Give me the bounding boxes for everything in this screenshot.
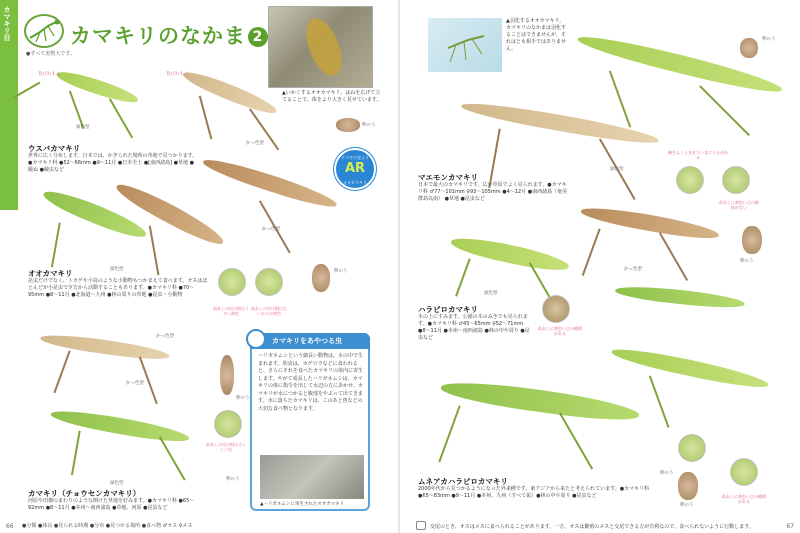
species-text-chosen: 河原や田畑のまわりのような開けた草地を好みます。●カマキリ科 ●65〜92mm ●8〜11月 ●本州〜南西諸島 ●草地、河原 ●昆虫など	[28, 498, 195, 511]
column-photo-caption: ▲ハリガネムシに寄生されたオオカマキリ	[260, 502, 345, 507]
label-green-form-r: 緑色型	[610, 167, 624, 172]
photo-caption: ▲いかくするオオカマキリ。はねを広げて立てることで、体をより大きく見せています。	[282, 90, 382, 103]
circle-label-c: 前あしの付け根はオレンジ色	[206, 442, 246, 452]
column-photo	[260, 455, 364, 499]
mantis-illustration-ookamakiri-flying	[201, 154, 339, 212]
page-title-text: カマキリのなかま	[70, 24, 246, 48]
pencil-icon	[416, 521, 426, 530]
mantis-illustration-green	[55, 67, 140, 107]
egg-case-image-3	[220, 355, 234, 395]
page-title	[70, 20, 268, 50]
title-number-badge: 2	[248, 27, 268, 47]
circle-label-r-b: 前あしに黄色い点の模様がない	[719, 200, 759, 210]
ar-badge-bottom: オオカマキリ	[343, 180, 367, 185]
mantis-illustration-tan	[181, 67, 279, 118]
mantis-illustration-chosen-brown	[40, 331, 171, 363]
legend-footer	[22, 519, 400, 533]
threat-display-photo	[268, 6, 373, 88]
species-text-muneaka: 2000年代から見つかるようになった外来種です。東アジアから来たと考えられています。●カマキリ科 ●65〜83mm ●9〜11月 ●本州、九州（すべて仮）●林の中や周り ●昆虫など	[418, 486, 650, 499]
circle-label-b: 前あしの付け根は広いひらが黄色	[251, 306, 287, 316]
label-brown-form-4: かっ色型	[156, 334, 174, 339]
species-name-usuba: ウスバカマキリ	[28, 144, 81, 153]
mantis-illustration-harabiro-flying	[615, 283, 746, 311]
species-text-maemon: 日本で最大のカマキリです。広い草原でよく見られます。●カマキリ科 ♂77〜101mm ♀93〜105mm ●4〜12月 ●南西諸島（奄美群島以南） ●草地 ●昆虫など	[418, 182, 568, 202]
label-egg-case-2: 卵のう	[334, 269, 348, 274]
mantis-illustration-harabiro-green	[449, 233, 570, 276]
egg-case-image-r3	[678, 472, 698, 500]
column-icon	[246, 329, 266, 349]
mantis-illustration-chosen-green	[50, 406, 191, 446]
foreleg-closeup-b	[255, 268, 283, 296]
foreleg-closeup-r-a	[676, 166, 704, 194]
column-box	[250, 333, 370, 511]
emerging-mantis-photo	[428, 18, 502, 72]
ar-badge-top: スマホで見よう	[341, 155, 369, 160]
foreleg-closeup-c	[214, 410, 242, 438]
circle-label-r-a: 胸をふくらませたいきにらむがある	[668, 150, 728, 160]
circle-label-r-c: 前あしに黄色い点の模様がある	[538, 326, 582, 336]
mantis-illustration-harabiro-brown	[580, 203, 721, 243]
egg-case-image	[336, 118, 360, 132]
foreleg-closeup-r-c	[542, 295, 570, 323]
species-name-muneaka: ムネアカハラビロカマキリ	[418, 477, 508, 486]
species-name-ookamakiri: オオカマキリ	[28, 269, 73, 278]
footer-tip: 交尾のとき、オスはメスに食べられることがあります。一方、オスは繁殖のメスと交尾できる方が有利なので、食べられないように行動します。	[430, 524, 754, 530]
mantis-illustration-muneaka-2	[610, 344, 770, 393]
label-brown-form-r: かっ色型	[624, 267, 642, 272]
label-back-spot-2: 背びれもん	[166, 72, 189, 77]
mantis-illustration-ookamakiri-brown	[113, 178, 227, 250]
species-text-harabiro: 木の上にすみます。公園の木のみきでも見られます。●カマキリ科 ♂45〜65mm ♀52〜71mm ●8〜11月 ●本州〜南西諸島 ●林の中や周り ●昆虫など	[418, 314, 530, 341]
label-egg-case-3: 卵のう	[236, 396, 250, 401]
label-egg-case-r4: 卵のう	[660, 471, 674, 476]
label-brown-form: かっ色型	[246, 141, 264, 146]
label-egg-case-r2: 卵のう	[740, 259, 754, 264]
species-text-usuba: 世界に広く分布します。日本では、かぎられた場所の草地で見つかります。●カマキリ科 ●52〜66mm ●9〜11月 ●日本全土 ●[南西諸島] ●草地 ●競ぬ ●競虫など	[28, 153, 198, 173]
label-brown-form-3: かっ色型	[126, 381, 144, 386]
mantis-title-icon	[24, 14, 64, 48]
ar-badge-mark: AR	[344, 161, 366, 176]
foreleg-closeup-r-d	[678, 434, 706, 462]
foreleg-closeup-r-e	[730, 458, 758, 486]
label-egg-case: 卵のう	[362, 123, 376, 128]
egg-case-image-r2	[742, 226, 762, 254]
label-egg-case-r3: 卵のう	[680, 503, 694, 508]
species-name-chosen: カマキリ（チョウセンカマキリ）	[28, 489, 141, 498]
egg-case-image-r1	[740, 38, 758, 58]
label-egg-case-r1: 卵のう	[762, 37, 776, 42]
legend-footer-text: ●分類 ●体長 ●見られる時期 ●分布 ●見つかる場所 ●食べ物 ♂オス ♀メス	[22, 523, 193, 529]
label-back-spot: 背びれもん	[38, 72, 61, 77]
size-note: ●すべて実物大です。	[26, 51, 75, 57]
species-text-ookamakiri: 昆虫だけでなく、トカゲや小鳥のような小動物もつかまえて食べます。オスはほとんどが小昆虫で夕方から活動することもあります。●カマキリ科 ●70〜95mm ●8〜11月 ●北海道〜九州 ●林の周りの草地 ●昆虫・小動物	[28, 278, 208, 298]
column-heading: カマキリをあやつる虫	[250, 333, 370, 349]
circle-label-a: 前あしの付け根はうすい黄色	[213, 306, 249, 316]
label-brown-form-2: かっ色型	[262, 227, 280, 232]
column-text: ハリガネムシという細長い動物は、水の中で生まれます。幼虫は、カゲロウなどに食われると、さらにそれを食べたカマキリの体内に寄生します。やがて成長したハリガネムシは、カマキリの体に指令を出して水辺の方に歩かせ、カマキリが水につかると腹部をやぶって出てきます。水に落ちたカマキリは、このあと魚などの大切な食べ物となります。	[258, 353, 364, 412]
section-tab-label: カマキリ目	[3, 6, 11, 41]
label-egg-case-4: 卵のう	[226, 477, 240, 482]
foreleg-closeup-a	[218, 268, 246, 296]
section-tab	[0, 0, 18, 210]
right-page	[400, 0, 800, 533]
inset-caption: ▲羽化するオオカマキリ。カマキリのなかまは羽化することはできませんが、それはとも相手ではありません。	[506, 18, 567, 52]
label-green-form-r2: 緑色型	[484, 291, 498, 296]
page-number-left: 66	[6, 523, 14, 530]
label-green-form-3: 緑色型	[110, 481, 124, 486]
label-green-form-2: 緑色型	[110, 267, 124, 272]
mantis-illustration-muneaka	[439, 376, 640, 426]
egg-case-image-2	[312, 264, 330, 292]
circle-label-r-d: 前あしに黄色い点の模様がある	[722, 494, 766, 504]
species-name-harabiro: ハラビロカマキリ	[418, 305, 478, 314]
species-name-maemon: マエモンカマキリ	[418, 173, 478, 182]
page-number-right: 67	[786, 523, 794, 530]
foreleg-closeup-r-b	[722, 166, 750, 194]
label-green-form: 緑色型	[76, 125, 90, 130]
ar-badge[interactable]	[334, 148, 376, 190]
